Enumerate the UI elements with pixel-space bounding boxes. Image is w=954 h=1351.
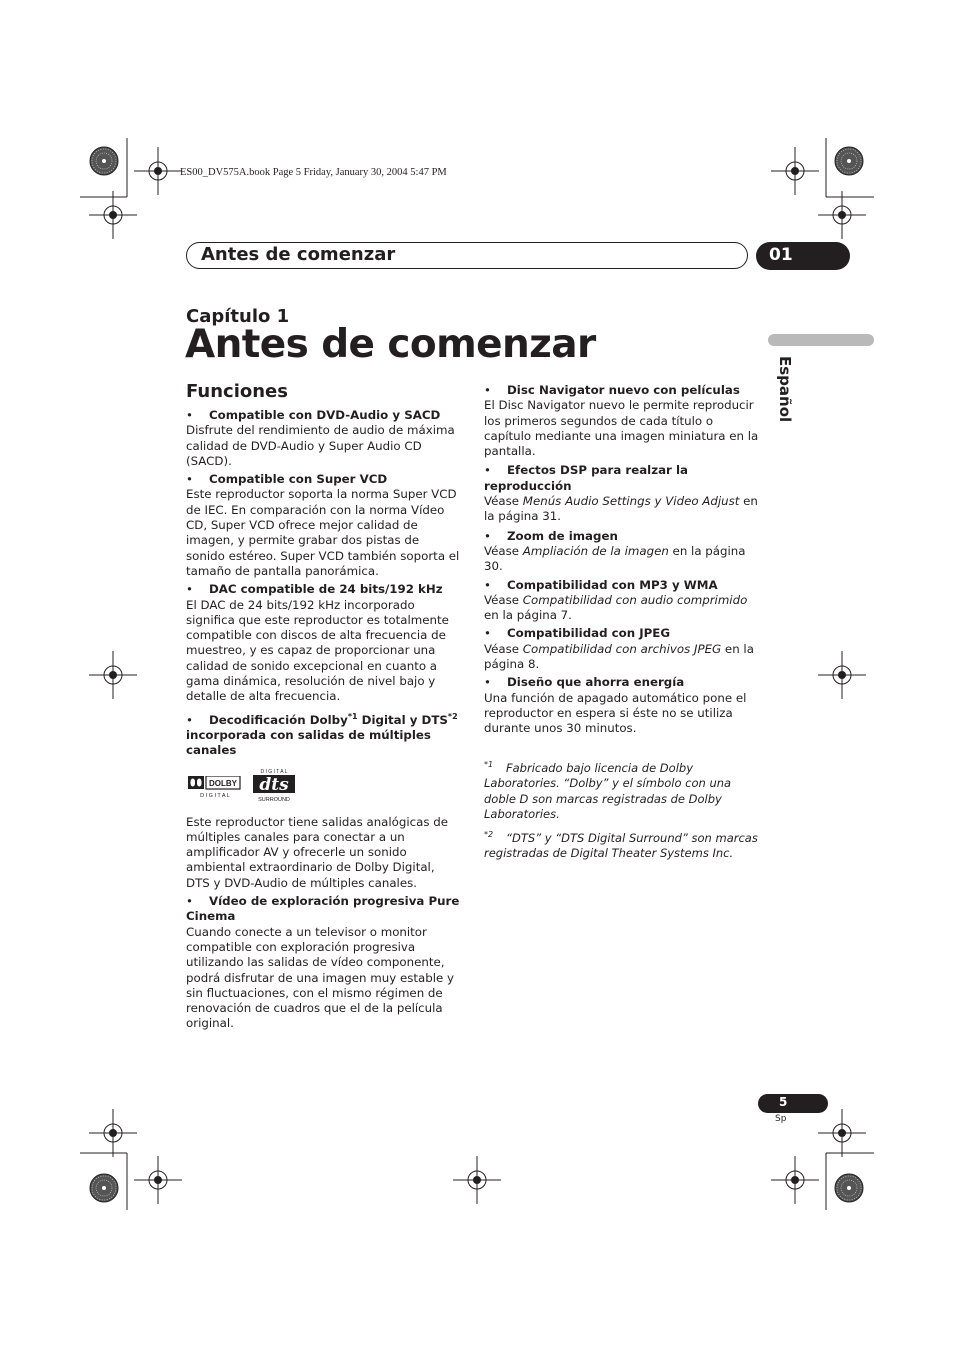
cross-reference: Compatibilidad con audio comprimido xyxy=(522,592,748,607)
cross-reference: Compatibilidad con archivos JPEG xyxy=(522,641,722,656)
language-tab-bar xyxy=(768,334,874,346)
feature-body: Este reproductor tiene salidas analógicas de múltiples canales para conectar a un amplificador AV y ofrecerle un sonido ambiental extraordinario de Dolby Digital, DTS y DVD-Audio de múltiples canales. xyxy=(186,814,449,890)
feature-body xyxy=(484,544,762,575)
dolby-logo-word: DOLBY xyxy=(209,778,237,788)
feature-body-text: Véase xyxy=(484,592,523,607)
feature-heading: • Compatibilidad con MP3 y WMA xyxy=(484,578,762,593)
feature-body xyxy=(484,494,762,525)
footnote-text: “DTS” y “DTS Digital Surround” son marcas registradas de Digital Theater Systems Inc. xyxy=(484,830,758,861)
right-column xyxy=(484,383,762,862)
dolby-heading-part: Decodificación Dolby xyxy=(209,712,348,727)
feature-body xyxy=(484,593,762,624)
chapter-label: Capítulo 1 xyxy=(186,306,290,327)
cross-reference: Menús Audio Settings y Video Adjust xyxy=(522,494,740,509)
chapter-number: 01 xyxy=(769,245,793,265)
feature-body-text: en la página 31. xyxy=(484,494,758,524)
dts-digital-surround-logo xyxy=(250,767,298,803)
feature-body-text: Véase xyxy=(484,543,523,558)
page-number-badge xyxy=(758,1094,828,1113)
feature-body: Este reproductor soporta la norma Super VCD de IEC. En comparación con la norma Vídeo CD, Super VCD ofrece mejor calidad de imagen, y permite grabar dos pistas de sonido estéreo. Super VCD también soporta el tamaño de pantalla panorámica. xyxy=(186,487,460,578)
feature-body: Cuando conecte a un televisor o monitor compatible con exploración progresiva utilizando las salidas de vídeo componente, podrá disfrutar de una imagen muy estable y sin fluctuaciones, con el mismo régimen de renovación de cuadros que el de la película original. xyxy=(186,924,454,1031)
left-column xyxy=(186,408,461,1035)
feature-body-text: Una función de apagado automático pone el reproductor en espera si éste no se utiliza durante unos 30 minutos. xyxy=(484,690,747,736)
feature-heading: • Compatibilidad con JPEG xyxy=(484,626,762,641)
feature-heading: • Diseño que ahorra energía xyxy=(484,675,762,690)
feature-heading-dolby xyxy=(186,713,461,759)
feature-heading: • Vídeo de exploración progresiva Pure Cinema xyxy=(186,894,461,925)
feature-heading: • Efectos DSP para realzar la reproducción xyxy=(484,463,762,494)
dts-logo-top: D I G I T A L xyxy=(260,768,288,775)
footnote-1 xyxy=(484,757,762,823)
header-title: Antes de comenzar xyxy=(201,244,396,265)
feature-heading: • Compatible con Super VCD xyxy=(186,472,461,487)
feature-body xyxy=(484,691,762,737)
cross-reference: Ampliación de la imagen xyxy=(522,543,669,558)
footnote-2 xyxy=(484,827,762,862)
feature-heading: • DAC compatible de 24 bits/192 kHz xyxy=(186,582,461,597)
feature-body-text: en la página 7. xyxy=(484,608,572,623)
dolby-heading-part: Digital y DTS xyxy=(357,712,448,727)
page-language-code: Sp xyxy=(775,1114,787,1124)
page-number: 5 xyxy=(779,1095,788,1109)
footnote-ref-2: *2 xyxy=(447,711,458,721)
feature-heading: • Zoom de imagen xyxy=(484,529,762,544)
feature-heading: • Compatible con DVD-Audio y SACD xyxy=(186,408,461,423)
section-title: Funciones xyxy=(186,381,288,402)
footnote-text: Fabricado bajo licencia de Dolby Laboratories. “Dolby” y el símbolo con una doble D son marcas registradas de Dolby Laboratories. xyxy=(484,760,732,822)
footnote-mark: *2 xyxy=(484,829,494,839)
feature-body-text: en la página 30. xyxy=(484,543,746,574)
feature-body xyxy=(484,398,762,459)
dts-logo-bottom: SURROUND xyxy=(258,796,290,803)
feature-body: Disfrute del rendimiento de audio de máxima calidad de DVD-Audio y Super Audio CD (SACD). xyxy=(186,423,455,468)
feature-body-text: Véase xyxy=(484,494,523,509)
dts-logo-word: dts xyxy=(259,774,289,795)
feature-body-text: en la página 8. xyxy=(484,641,754,672)
audio-logos xyxy=(186,767,461,807)
feature-body: El DAC de 24 bits/192 kHz incorporado significa que este reproductor es totalmente compatible con discos de alta frecuencia de muestreo, y es capaz de proporcionar una calidad de sonido excepcional en cuanto a gama dinámica, resolución de nivel bajo y detalle de alta frecuencia. xyxy=(186,597,449,704)
page-title: Antes de comenzar xyxy=(185,322,596,367)
feature-body-text: El Disc Navigator nuevo le permite reproducir los primeros segundos de cada título o capítulo mediante una imagen miniatura en la pantalla. xyxy=(484,398,759,459)
feature-body-text: Véase xyxy=(484,641,523,656)
dolby-heading-part: incorporada con salidas de múltiples canales xyxy=(186,727,431,758)
print-info-line: ES00_DV575A.book Page 5 Friday, January 30, 2004 5:47 PM xyxy=(180,167,447,178)
footnote-mark: *1 xyxy=(484,759,494,769)
feature-body xyxy=(484,642,762,673)
dolby-digital-logo xyxy=(188,776,242,798)
feature-heading: • Disc Navigator nuevo con películas xyxy=(484,383,762,398)
dolby-logo-sub: D I G I T A L xyxy=(200,792,230,798)
language-tab-label: Español xyxy=(776,356,794,423)
footnote-ref-1: *1 xyxy=(347,711,358,721)
